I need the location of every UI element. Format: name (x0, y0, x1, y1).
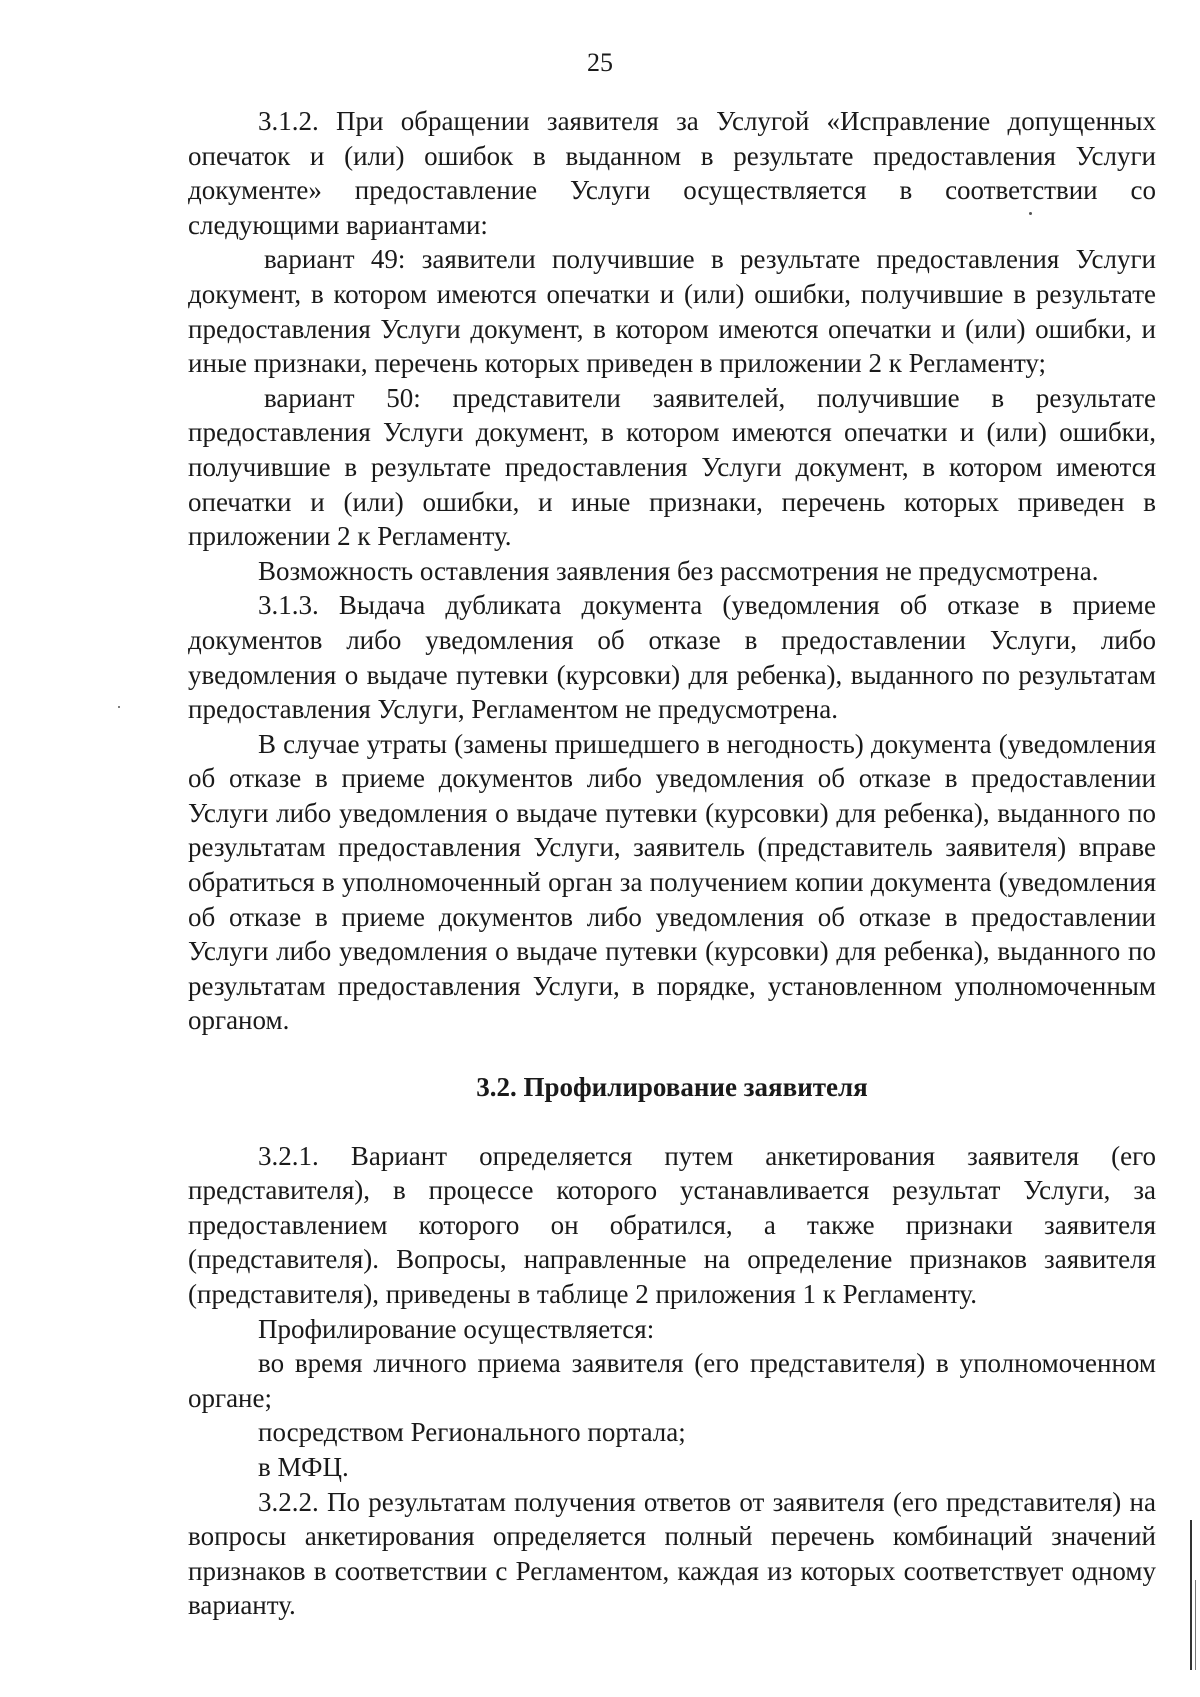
scan-speck (1029, 212, 1032, 215)
section-heading-3-2: 3.2. Профилирование заявителя (476, 1072, 868, 1103)
list-item-personal-reception: во время личного приема заявителя (его представителя) в уполномоченном органе; (188, 1348, 1156, 1413)
document-body (188, 104, 1156, 1623)
scan-speck (118, 706, 120, 708)
paragraph-3-1-3: 3.1.3. Выдача дубликата документа (уведомления об отказе в приеме документов либо уведомления об отказе в предоставлении Услуги, либо уведомления о выдаче путевки (курсовки) для ребенка), выданного по результатам предоставления Услуги, Регламентом не предусмотрена. (188, 590, 1156, 725)
page-number: 25 (587, 48, 613, 77)
paragraph-variant-50: вариант 50: представители заявителей, получившие в результате предоставления Услуги документ, в котором имеются опечатки и (или) ошибки, получившие в результате предоставления Услуги документ, в котором имеются опечатки и (или) ошибки, и иные признаки, перечень которых приведен в приложении 2 к Регламенту. (188, 382, 1156, 552)
paragraph-3-2-2: 3.2.2. По результатам получения ответов от заявителя (его представителя) на вопросы анкетирования определяется полный перечень комбинаций значений признаков в соответствии с Регламентом, каждая из которых соответствует одному варианту. (188, 1486, 1156, 1621)
paragraph-3-1-2: 3.1.2. При обращении заявителя за Услугой «Исправление допущенных опечаток и (или) ошибок в выданном в результате предоставления Услуги документе» предоставление Услуги осуществляется в соответствии со следующими вариантами: (188, 106, 1156, 240)
scan-edge-mark (1190, 1520, 1192, 1670)
paragraph-loss-case: В случае утраты (замены пришедшего в негодность) документа (уведомления об отказе в приеме документов либо уведомления об отказе в предоставлении Услуги либо уведомления о выдаче путевки (курсовки) для ребенка), выданного по результатам предоставления Услуги, заявитель (представитель заявителя) вправе обратиться в уполномоченный орган за получением копии документа (уведомления об отказе в приеме документов либо уведомления об отказе в предоставлении Услуги либо уведомления о выдаче путевки (курсовки) для ребенка), выданного по результатам предоставления Услуги, в порядке, установленном уполномоченным органом. (188, 728, 1156, 1036)
paragraph-3-2-1: 3.2.1. Вариант определяется путем анкетирования заявителя (его представителя), в процессе которого устанавливается результат Услуги, за предоставлением которого он обратился, а также признаки заявителя (представителя). Вопросы, направленные на определение признаков заявителя (представителя), приведены в таблице 2 приложения 1 к Регламенту. (188, 1140, 1156, 1309)
list-item-mfc: в МФЦ. (258, 1451, 349, 1482)
scan-edge-mark (1195, 1580, 1196, 1670)
paragraph-variant-49: вариант 49: заявители получившие в результате предоставления Услуги документ, в котором имеются опечатки и (или) ошибки, получившие в результате предоставления Услуги документ, в котором имеются опечатки и (или) ошибки, и иные признаки, перечень которых приведен в приложении 2 к Регламенту; (188, 244, 1156, 379)
paragraph-no-dismissal: Возможность оставления заявления без рассмотрения не предусмотрена. (258, 555, 1099, 586)
list-item-regional-portal: посредством Регионального портала; (258, 1417, 686, 1448)
paragraph-profiling-intro: Профилирование осуществляется: (258, 1313, 655, 1344)
